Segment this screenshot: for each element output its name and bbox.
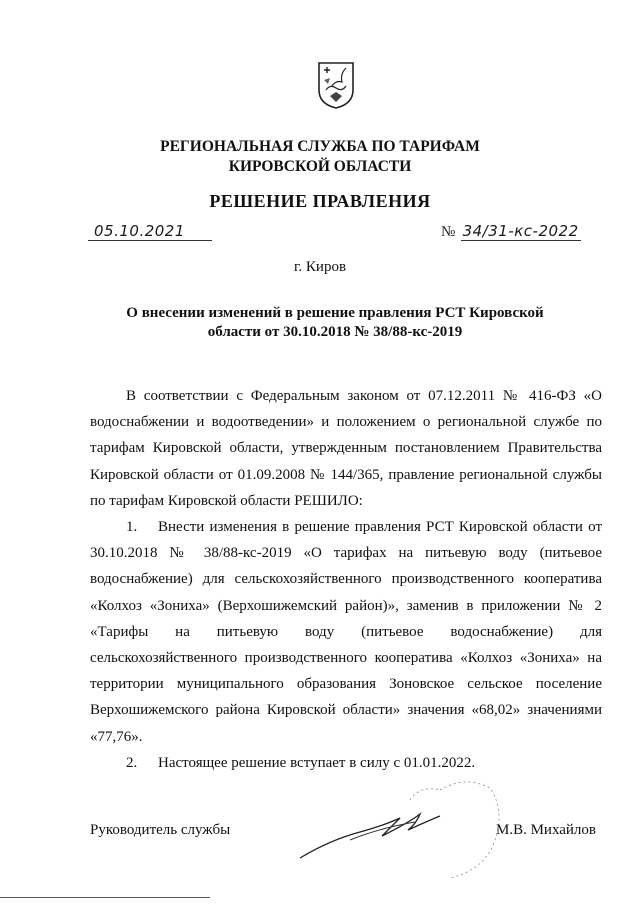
number-sign: № xyxy=(441,224,456,240)
item-number: 2. xyxy=(126,754,138,771)
handwritten-signature xyxy=(290,770,520,890)
organization-name xyxy=(0,137,640,177)
coat-of-arms-icon xyxy=(316,60,356,110)
document-date: 05.10.2021 xyxy=(88,222,212,241)
item-text: Настоящее решение вступает в силу с 01.01.2022. xyxy=(158,754,476,771)
preamble-paragraph: В соответствии с Федеральным законом от 07.12.2011 № 416-ФЗ «О водоснабжении и водоотведении» и положением о региональной службе по тарифам Кировской области, утвержденным постановлением Правительства Кировской области от 01.09.2008 № 144/365, правление региональной службы по тарифам Кировской области РЕШИЛО: xyxy=(90,388,602,509)
signatory-name: М.В. Михайлов xyxy=(495,822,596,838)
item-text: Внести изменения в решение правления РСТ Кировской области от 30.10.2018 № 38/88-кс-2019 «О тарифах на питьевую воду (питьевое водоснабжение) для сельскохозяйственного производственного кооператива «Колхоз «Зониха» (Верхошижемский район)», заменив в приложении № 2 «Тарифы на питьевую воду (питьевое водоснабжение) для сельскохозяйственного производственного кооператива «Колхоз «Зониха» на территории муниципального образования Зоновское сельское поселение Верхошижемского района Кировской области» значения «68,02» значениями «77,76». xyxy=(90,519,602,745)
subject-line-1: О внесении изменений в решение правления РСТ Кировской xyxy=(126,305,544,321)
document-number xyxy=(441,222,601,240)
number-value: 34/31-кс-2022 xyxy=(462,222,579,240)
document-type: РЕШЕНИЕ ПРАВЛЕНИЯ xyxy=(209,191,431,211)
document-body xyxy=(90,383,602,776)
org-line-1: РЕГИОНАЛЬНАЯ СЛУЖБА ПО ТАРИФАМ xyxy=(160,138,480,155)
subject-line-2: области от 30.10.2018 № 38/88-кс-2019 xyxy=(207,324,463,340)
signatory-position: Руководитель службы xyxy=(90,822,231,838)
city: г. Киров xyxy=(293,259,347,275)
document-subject xyxy=(120,304,550,342)
org-line-2: КИРОВСКОЙ ОБЛАСТИ xyxy=(228,158,412,175)
item-number: 1. xyxy=(126,519,138,536)
footer-divider xyxy=(0,897,210,898)
list-item xyxy=(90,514,602,750)
